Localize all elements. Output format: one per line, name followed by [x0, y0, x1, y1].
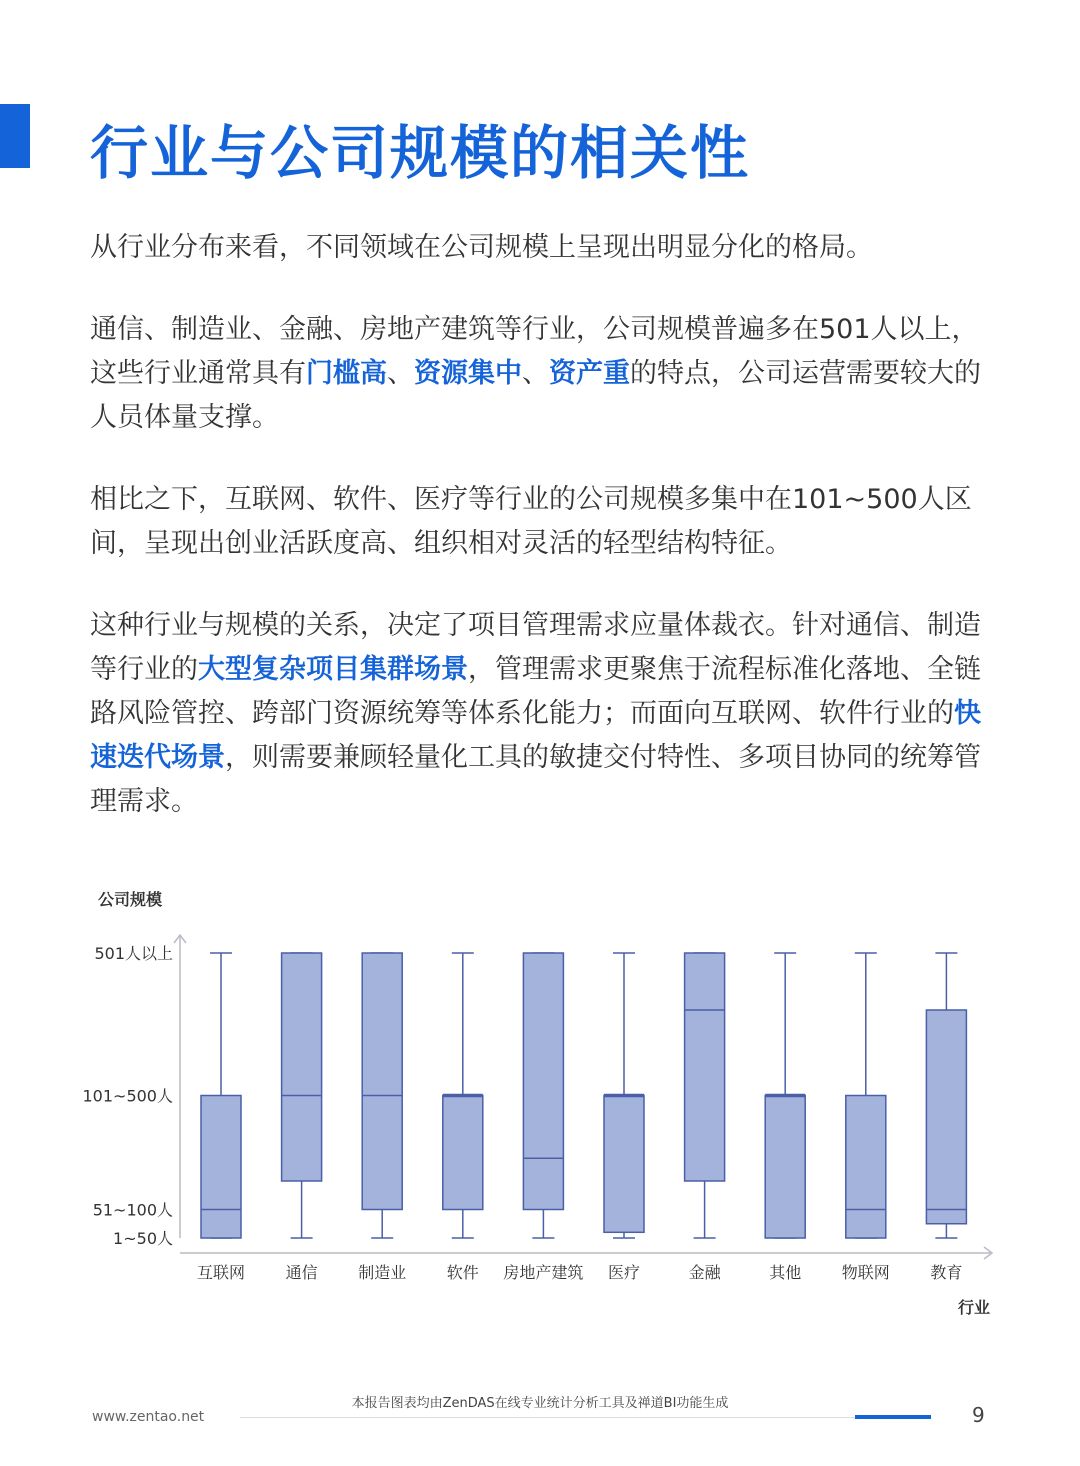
- y-tick-label: 51~100人: [92, 1200, 173, 1220]
- x-tick-label: 金融: [688, 1263, 721, 1282]
- x-tick-label: 制造业: [358, 1263, 407, 1282]
- y-tick-label: 1~50人: [113, 1229, 173, 1248]
- x-tick-label: 物联网: [841, 1263, 890, 1282]
- paragraph-3: 相比之下，互联网、软件、医疗等行业的公司规模多集中在101~500人区间，呈现出创业活跃度高、组织相对灵活的轻型结构特征。: [90, 484, 972, 559]
- box-plot-chart: [0, 880, 1080, 1340]
- footer-divider: [240, 1417, 930, 1418]
- box: [926, 1010, 966, 1224]
- p4-highlight-2: 快速迭代场景: [90, 698, 981, 773]
- box: [765, 1096, 805, 1239]
- page-title: 行业与公司规模的相关性: [90, 119, 751, 187]
- p4-text-c: ，则需要兼顾轻量化工具的敏捷交付特性、多项目协同的统筹管理需求。: [90, 742, 981, 817]
- p2-text-a: 通信、制造业、金融、房地产建筑等行业，公司规模普遍多在501人以上，这些行业通常具有: [90, 314, 979, 389]
- p2-highlight-2: 资源集中: [414, 358, 522, 389]
- p2-highlight-1: 门槛高: [306, 358, 387, 389]
- title-accent-bar: [0, 104, 30, 168]
- p4-highlight-1: 大型复杂项目集群场景: [198, 654, 468, 685]
- paragraph-2: [90, 308, 1000, 440]
- box: [201, 1096, 241, 1239]
- paragraph-4: [90, 604, 1000, 824]
- box: [362, 953, 402, 1210]
- x-tick-label: 其他: [769, 1263, 802, 1282]
- x-tick-label: 软件: [446, 1263, 479, 1282]
- p4-text-a: 这种行业与规模的关系，决定了项目管理需求应量体裁衣。针对通信、制造等行业的: [90, 610, 981, 685]
- box: [604, 1096, 644, 1233]
- p2-sep-2: 、: [522, 358, 549, 389]
- p2-highlight-3: 资产重: [549, 358, 630, 389]
- y-axis-title: 公司规模: [98, 890, 163, 909]
- footer-note: 本报告图表均由ZenDAS在线专业统计分析工具及禅道BI功能生成: [351, 1396, 729, 1411]
- x-tick-label: 教育: [930, 1263, 963, 1282]
- box: [685, 953, 725, 1181]
- p2-text-b: 的特点，公司运营需要较大的人员体量支撑。: [90, 358, 981, 433]
- footer-url: www.zentao.net: [92, 1409, 205, 1425]
- page-number: 9: [972, 1403, 985, 1427]
- x-tick-label: 医疗: [607, 1263, 641, 1282]
- box: [523, 953, 563, 1210]
- paragraph-1: 从行业分布来看，不同领域在公司规模上呈现出明显分化的格局。: [90, 232, 873, 263]
- y-tick-label: 501人以上: [94, 944, 173, 963]
- box: [282, 953, 322, 1181]
- p2-sep-1: 、: [387, 358, 414, 389]
- x-tick-label: 通信: [285, 1263, 318, 1282]
- footer-divider-accent: [855, 1415, 931, 1419]
- x-tick-label: 互联网: [196, 1263, 246, 1282]
- box: [846, 1096, 886, 1239]
- box: [443, 1096, 483, 1210]
- body-text: [90, 226, 1000, 862]
- p4-text-b: ，管理需求更聚焦于流程标准化落地、全链路风险管控、跨部门资源统筹等体系化能力；而面向互联网、软件行业的: [90, 654, 981, 729]
- y-tick-label: 101~500人: [82, 1086, 173, 1106]
- x-axis-title: 行业: [957, 1298, 990, 1317]
- x-tick-label: 房地产建筑: [503, 1263, 584, 1282]
